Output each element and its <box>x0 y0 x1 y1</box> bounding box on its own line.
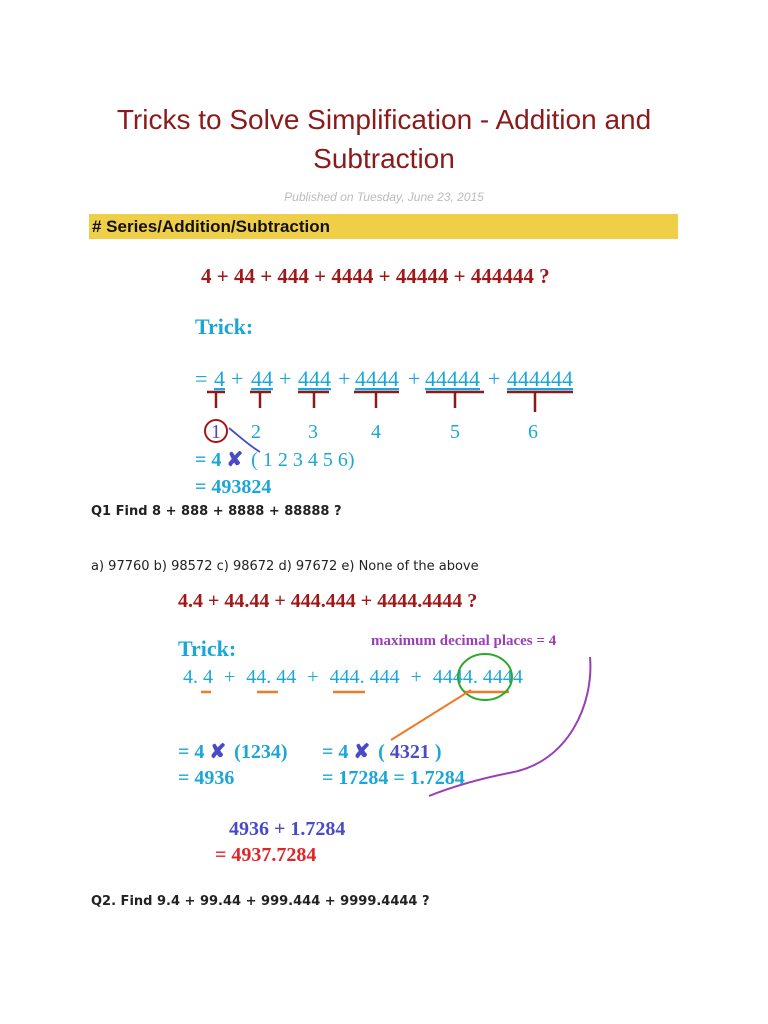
step-prefix: = 4 <box>195 449 222 471</box>
figure-1-trick-label: Trick: <box>195 314 254 339</box>
figure-1-step <box>195 449 355 471</box>
t4-int: 4444. <box>432 666 478 688</box>
left-step-prefix: = 4 <box>178 741 205 763</box>
question-1-options: a) 97760 b) 98572 c) 98672 d) 97672 e) None of the above <box>91 559 479 574</box>
question-2: Q2. Find 9.4 + 99.44 + 999.444 + 9999.4444 ? <box>91 894 430 909</box>
plus-2: + <box>279 366 292 391</box>
digit-count-3: 3 <box>308 421 318 443</box>
left-result: = 4936 <box>178 767 235 789</box>
digit-count-1: 1 <box>211 421 221 443</box>
bracket-5 <box>426 392 484 408</box>
figure-1-expansion <box>195 366 573 391</box>
figure-2-problem: 4.4 + 44.44 + 444.444 + 4444.4444 ? <box>178 590 478 612</box>
t1-int: 4. <box>183 666 198 688</box>
left-times-mark: ✘ <box>209 741 227 763</box>
term-4: 4444 <box>355 366 399 391</box>
right-result: = 17284 = 1.7284 <box>322 767 465 789</box>
figure-2-note: maximum decimal places = 4 <box>371 633 557 649</box>
figure-2-canvas <box>89 578 678 878</box>
eq-sign: = <box>195 366 208 391</box>
t4-dec: 4444 <box>482 666 523 688</box>
digit-counts <box>211 421 538 443</box>
t2-dec: 44 <box>276 666 297 688</box>
t1-dec: 4 <box>203 666 213 688</box>
question-1: Q1 Find 8 + 888 + 8888 + 88888 ? <box>91 504 342 519</box>
plus-c: + <box>410 666 422 688</box>
plus-3: + <box>338 366 351 391</box>
t2-int: 44. <box>246 666 272 688</box>
figure-1-canvas <box>89 248 678 502</box>
left-step-rest: (1234) <box>234 741 288 763</box>
right-times-mark: ✘ <box>353 741 371 763</box>
plus-1: + <box>231 366 244 391</box>
t3-int: 444. <box>329 666 365 688</box>
figure-1-result: = 493824 <box>195 476 272 498</box>
plus-5: + <box>488 366 501 391</box>
bracket-1 <box>207 392 225 408</box>
final-answer: = 4937.7284 <box>215 844 317 866</box>
step-rest: ( 1 2 3 4 5 6) <box>251 449 355 471</box>
right-step-prefix: = 4 <box>322 741 349 763</box>
section-heading: # Series/Addition/Subtraction <box>89 214 678 239</box>
figure-1-problem: 4 + 44 + 444 + 4444 + 44444 + 444444 ? <box>201 264 550 288</box>
orange-arrow-annotation <box>391 690 471 740</box>
t3-dec: 444 <box>369 666 400 688</box>
bracket-4 <box>354 392 399 408</box>
term-5: 44444 <box>425 366 480 391</box>
plus-b: + <box>307 666 319 688</box>
figure-2-trick-label: Trick: <box>178 636 237 661</box>
digit-count-4: 4 <box>371 421 381 443</box>
digit-count-6: 6 <box>528 421 538 443</box>
right-step-close: ) <box>434 741 442 763</box>
plus-4: + <box>408 366 421 391</box>
left-step <box>178 741 288 763</box>
term-2: 44 <box>251 366 273 391</box>
times-mark: ✘ <box>226 449 244 471</box>
term-6: 444444 <box>507 366 573 391</box>
right-step-digits: 4321 <box>389 741 430 763</box>
digit-count-2: 2 <box>251 421 261 443</box>
term-1: 4 <box>214 366 225 391</box>
bracket-6 <box>507 392 573 412</box>
digit-count-brackets <box>207 392 573 412</box>
published-date: Published on Tuesday, June 23, 2015 <box>284 190 484 204</box>
bracket-3 <box>298 392 329 408</box>
figure-2-expression <box>183 666 523 688</box>
bracket-2 <box>250 392 271 408</box>
article-title: Tricks to Solve Simplification - Addition and Subtraction <box>116 104 652 174</box>
right-step-open: ( <box>378 741 385 763</box>
figure-series-addition <box>89 248 678 502</box>
right-step <box>322 741 442 763</box>
figure-decimal-addition <box>89 578 678 878</box>
sum-line: 4936 + 1.7284 <box>229 818 346 840</box>
term-3: 444 <box>298 366 331 391</box>
digit-count-5: 5 <box>450 421 460 443</box>
plus-a: + <box>224 666 236 688</box>
